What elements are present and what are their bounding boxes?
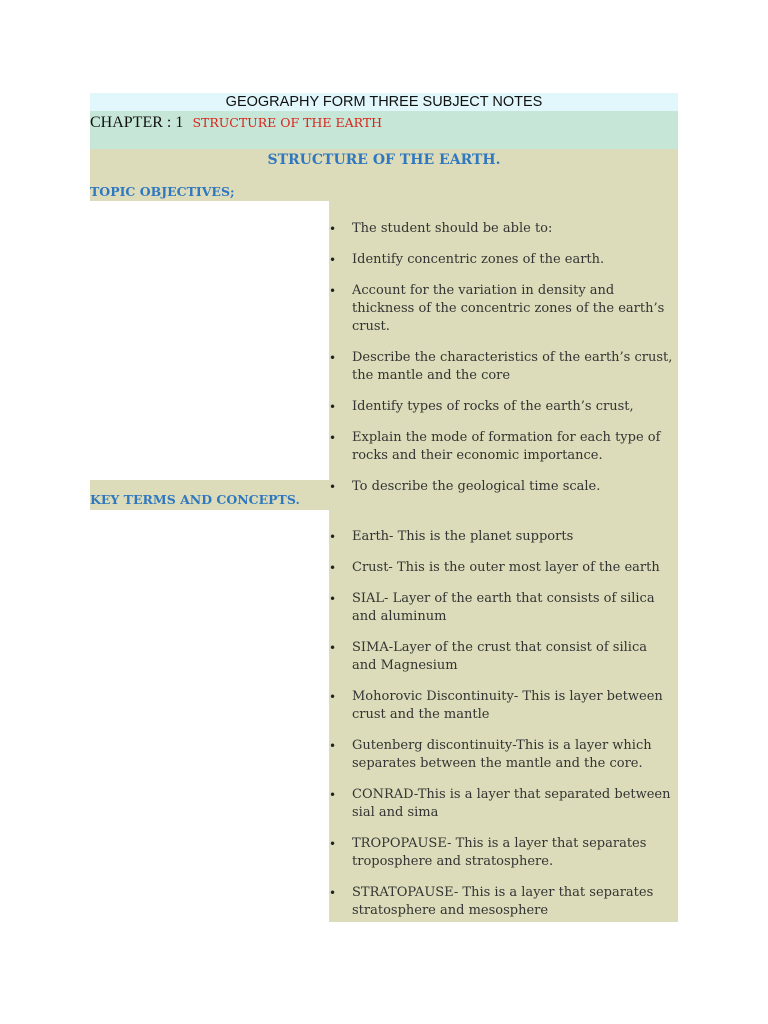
list-item: • CONRAD-This is a layer that separated between sial and sima [329, 786, 678, 822]
list-item: • Describe the characteristics of the earth’s crust, the mantle and the core [329, 349, 678, 385]
objectives-heading: TOPIC OBJECTIVES; [90, 184, 235, 199]
list-item: • SIMA-Layer of the crust that consist of silica and Magnesium [329, 639, 678, 675]
chapter-label: CHAPTER : 1 [90, 114, 184, 131]
section-heading: STRUCTURE OF THE EARTH. [267, 152, 501, 168]
list-item: • Identify concentric zones of the earth. [329, 251, 678, 269]
terms-list [329, 528, 678, 933]
list-item: • SIAL- Layer of the earth that consists of silica and aluminum [329, 590, 678, 626]
list-item: • Mohorovic Discontinuity- This is layer between crust and the mantle [329, 688, 678, 724]
list-item: • TROPOPAUSE- This is a layer that separates troposphere and stratosphere. [329, 835, 678, 871]
list-item: • Earth- This is the planet supports [329, 528, 678, 546]
list-item: • The student should be able to: [329, 220, 678, 238]
list-item: • Identify types of rocks of the earth’s crust, [329, 398, 678, 416]
document-title: GEOGRAPHY FORM THREE SUBJECT NOTES [90, 93, 678, 111]
list-item: • Gutenberg discontinuity-This is a layer which separates between the mantle and the core. [329, 737, 678, 773]
list-item: • STRATOPAUSE- This is a layer that separates stratosphere and mesosphere [329, 884, 678, 920]
chapter-name: STRUCTURE OF THE EARTH [192, 115, 383, 130]
list-item: • To describe the geological time scale. [329, 478, 678, 496]
list-item: • Explain the mode of formation for each type of rocks and their economic importance. [329, 429, 678, 465]
list-item: • Account for the variation in density and thickness of the concentric zones of the earth’s crust. [329, 282, 678, 336]
objectives-list [329, 220, 678, 509]
list-item: • Crust- This is the outer most layer of the earth [329, 559, 678, 577]
terms-heading: KEY TERMS AND CONCEPTS. [90, 492, 300, 507]
chapter-bar [90, 111, 678, 149]
